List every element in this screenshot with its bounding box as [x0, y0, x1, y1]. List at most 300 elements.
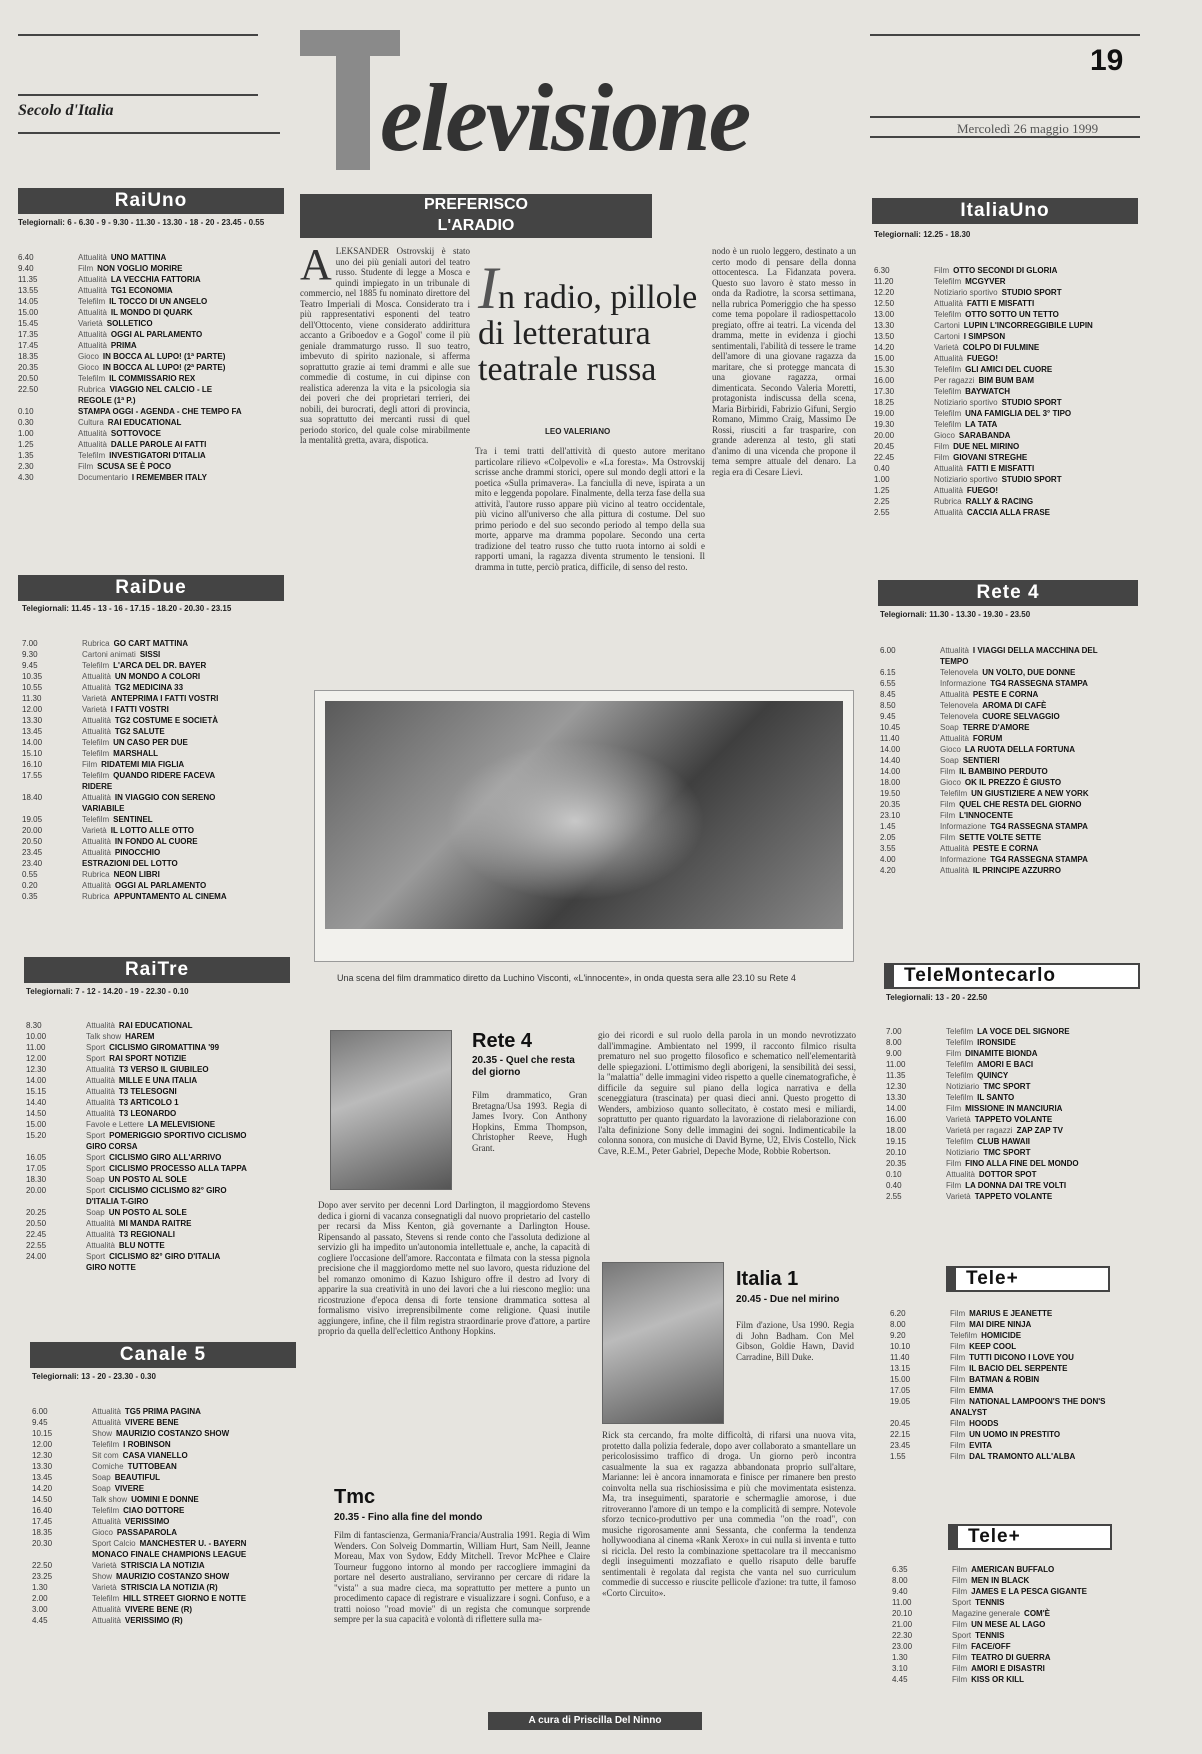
schedule-time: 23.45 [890, 1441, 911, 1450]
schedule-genre: Sport [86, 1164, 106, 1173]
schedule-genre: Per ragazzi [934, 376, 975, 385]
schedule-program: CICLISMO GIROMATTINA '99 [109, 1043, 220, 1052]
schedule-time: 4.00 [880, 855, 896, 864]
schedule-time: 23.25 [32, 1572, 53, 1581]
schedule-program: CICLISMO 82° GIRO D'ITALIA [109, 1252, 221, 1261]
schedule-row [18, 439, 284, 450]
schedule-time: 20.35 [880, 800, 901, 809]
schedule-genre: Attualità [92, 1605, 121, 1614]
schedule-row [22, 803, 284, 814]
schedule-row [874, 342, 1138, 353]
schedule-time: 12.30 [886, 1082, 907, 1091]
schedule-time: 12.00 [26, 1054, 47, 1063]
schedule-time: 14.00 [22, 738, 43, 747]
schedule-time: 2.55 [886, 1192, 902, 1201]
schedule-time: 20.35 [886, 1159, 907, 1168]
schedule-program: EMMA [969, 1386, 994, 1395]
schedule-time: 17.35 [18, 330, 39, 339]
schedule-program: DOTTOR SPOT [978, 1170, 1037, 1179]
schedule-program: IL PRINCIPE AZZURRO [972, 866, 1061, 875]
schedule-row [26, 1075, 290, 1086]
schedule-time: 17.45 [32, 1517, 53, 1526]
schedule-genre: Comiche [92, 1462, 124, 1471]
schedule-time: 8.50 [880, 701, 896, 710]
schedule-time: 11.30 [22, 694, 42, 703]
italiauno-schedule [874, 265, 1138, 518]
schedule-row [880, 755, 1138, 766]
schedule-program: UN MESE AL LAGO [971, 1620, 1046, 1629]
schedule-time: 22.55 [26, 1241, 47, 1250]
schedule-genre: Rubrica [82, 892, 110, 901]
schedule-row [26, 1141, 290, 1152]
schedule-program: RAI EDUCATIONAL [107, 418, 182, 427]
schedule-program: ANALYST [950, 1408, 988, 1417]
schedule-row [880, 766, 1138, 777]
schedule-genre: Telefilm [92, 1440, 120, 1449]
schedule-genre: Film [946, 1181, 962, 1190]
schedule-time: 2.05 [880, 833, 896, 842]
schedule-genre: Gioco [78, 363, 99, 372]
schedule-program: SCUSA SE È POCO [97, 462, 172, 471]
schedule-row [886, 1114, 1140, 1125]
schedule-program: T3 REGIONALI [118, 1230, 175, 1239]
schedule-program: TG5 PRIMA PAGINA [124, 1407, 201, 1416]
schedule-time: 2.00 [32, 1594, 48, 1603]
schedule-time: 23.45 [22, 848, 43, 857]
schedule-genre: Show [92, 1572, 113, 1581]
schedule-program: MAURIZIO COSTANZO SHOW [116, 1572, 230, 1581]
schedule-row [32, 1417, 296, 1428]
schedule-row [32, 1428, 296, 1439]
schedule-time: 15.20 [26, 1131, 47, 1140]
schedule-time: 18.30 [26, 1175, 47, 1184]
schedule-row [22, 748, 284, 759]
schedule-program: DINAMITE BIONDA [965, 1049, 1038, 1058]
schedule-row [32, 1615, 296, 1626]
schedule-genre: Attualità [92, 1517, 121, 1526]
schedule-row [22, 792, 284, 803]
schedule-time: 9.30 [22, 650, 38, 659]
schedule-time: 15.45 [18, 319, 39, 328]
schedule-time: 20.00 [874, 431, 895, 440]
schedule-time: 22.30 [892, 1631, 913, 1640]
schedule-program: STRISCIA LA NOTIZIA [120, 1561, 205, 1570]
schedule-time: 6.40 [18, 253, 34, 262]
schedule-time: 23.10 [880, 811, 901, 820]
schedule-row [22, 704, 284, 715]
schedule-genre: Attualità [78, 341, 107, 350]
schedule-program: FATTI E MISFATTI [966, 464, 1035, 473]
schedule-genre: Film [952, 1576, 968, 1585]
schedule-row [26, 1163, 290, 1174]
schedule-program: VERISSIMO [124, 1517, 170, 1526]
schedule-row [26, 1185, 290, 1196]
schedule-program: SISSI [139, 650, 161, 659]
schedule-row [880, 799, 1138, 810]
schedule-program: KEEP COOL [969, 1342, 1017, 1351]
schedule-row [18, 428, 284, 439]
schedule-row [32, 1494, 296, 1505]
schedule-time: 4.30 [18, 473, 34, 482]
schedule-program: MEN IN BLACK [971, 1576, 1030, 1585]
schedule-genre: Sport [86, 1054, 106, 1063]
schedule-time: 1.00 [874, 475, 890, 484]
schedule-program: KISS OR KILL [971, 1675, 1024, 1684]
raiuno-header: RaiUno [18, 188, 284, 214]
schedule-genre: Attualità [92, 1407, 121, 1416]
raiuno-schedule [18, 252, 284, 483]
schedule-time: 19.05 [22, 815, 43, 824]
schedule-row [892, 1586, 1140, 1597]
schedule-genre: Film [950, 1397, 966, 1406]
schedule-row [892, 1608, 1140, 1619]
schedule-genre: Varietà [82, 694, 107, 703]
schedule-genre: Attualità [940, 690, 969, 699]
schedule-genre: Attualità [82, 848, 111, 857]
review-rete4-continuation: gio dei ricordi e sul ruolo della parola in un mondo nevrotizzato dall'immagine. Ambientato nel 1999, il racconto filmico risulta prematuro nel suo progetto filosofico e schematico nell'elementarità delle spiegazioni. L'ottimismo degli aborigeni, la sensibilità dei sessi, la "malattia" delle immagini video rispetto a quelle cinematografiche, è difficile da seguire sul piano della logica narrativa e della sceneggiatura (trascinata) per quasi dieci anni. Questo progetto di Wenders, ambizioso quanto sollecitato, è costato mesi e miliardi, soprattutto per quanto riguardato la lavorazione di rielaborazione con l'alta definizione Sony delle immagini dei sogni. Indimenticabile la colonna sonora, con musiche di David Byrne, U2, Elvis Costello, Nick Cave, R.E.M., Peter Gabriel, Depeche Mode, Robbie Robertson. [598, 1030, 856, 1156]
italiauno-telegiornali: Telegiornali: 12.25 - 18.30 [874, 230, 971, 239]
schedule-row [32, 1406, 296, 1417]
schedule-row [880, 832, 1138, 843]
schedule-row [22, 671, 284, 682]
schedule-time: 6.15 [880, 668, 896, 677]
schedule-program: TERRE D'AMORE [962, 723, 1030, 732]
schedule-row [22, 825, 284, 836]
rete4-telegiornali: Telegiornali: 11.30 - 13.30 - 19.30 - 23.50 [880, 610, 1031, 619]
schedule-genre: Varietà [92, 1561, 117, 1570]
schedule-genre: Documentario [78, 473, 128, 482]
schedule-row [32, 1538, 296, 1549]
schedule-time: 12.20 [874, 288, 895, 297]
schedule-program: GO CART MATTINA [113, 639, 189, 648]
schedule-time: 18.40 [22, 793, 43, 802]
schedule-program: TEATRO DI GUERRA [971, 1653, 1051, 1662]
photo-frame [314, 690, 854, 962]
schedule-row [32, 1516, 296, 1527]
schedule-time: 12.00 [22, 705, 43, 714]
schedule-time: 11.00 [892, 1598, 912, 1607]
schedule-genre: Sport [86, 1153, 106, 1162]
schedule-program: STUDIO SPORT [1001, 475, 1062, 484]
schedule-time: 4.45 [32, 1616, 48, 1625]
feature-rubric-line2: L'ARADIO [437, 217, 515, 234]
schedule-time: 11.40 [890, 1353, 910, 1362]
schedule-genre: Telenovela [940, 701, 979, 710]
schedule-row [18, 263, 284, 274]
review-rete4-body: Dopo aver servito per decenni Lord Darlington, il maggiordomo Stevens dedica i giorni di vacanza consegnatigli dal nuovo proprietario del castello per recarsi da Miss Kenton, già governante a Darlington House. Ripensando al passato, Stevens si rende conto che l'assoluta dedizione al servizio gli ha impedito un'autonomia intellettuale e, anche, la capacità di cogliere l'occasione dell'amore. Raccontata e filmata con la stessa pignola precisione che il maggiordomo mette nel suo lavoro, questa riduzione del bel romanzo omonimo di Kazuo Ishiguro offre il destro ad Ivory di apparire la sua creatività in uno dei lavori che a lui riescono meglio: una ricostruzione d'epoca densa di forte tensione drammatica sottesa al formalismo visivo irreprensibilmente come religione. Quasi inutile aggiungere, infine, che il film registra straordinarie prove d'attore, a partire proprio da quella dell'eclettico Anthony Hopkins. [318, 1200, 590, 1336]
schedule-program: UN CASO PER DUE [113, 738, 188, 747]
raidue-telegiornali: Telegiornali: 11.45 - 13 - 16 - 17.15 - 18.20 - 20.30 - 23.15 [22, 604, 232, 613]
issue-date: Mercoledì 26 maggio 1999 [957, 121, 1099, 136]
schedule-row [18, 296, 284, 307]
schedule-program: TG2 MEDICINA 33 [114, 683, 184, 692]
schedule-genre: Film [950, 1364, 966, 1373]
schedule-program: INVESTIGATORI D'ITALIA [109, 451, 206, 460]
canale5-telegiornali: Telegiornali: 13 - 20 - 23.30 - 0.30 [32, 1372, 156, 1381]
schedule-program: STRISCIA LA NOTIZIA (R) [120, 1583, 218, 1592]
schedule-genre: Film [950, 1386, 966, 1395]
rete4-schedule [880, 645, 1138, 876]
schedule-row [18, 329, 284, 340]
schedule-program: APPUNTAMENTO AL CINEMA [113, 892, 227, 901]
schedule-time: 10.55 [22, 683, 43, 692]
schedule-genre: Telefilm [92, 1506, 120, 1515]
schedule-program: OGGI AL PARLAMENTO [110, 330, 203, 339]
schedule-row [22, 649, 284, 660]
schedule-program: AMORI E BACI [977, 1060, 1034, 1069]
schedule-program: STUDIO SPORT [1001, 288, 1062, 297]
schedule-genre: Attualità [934, 464, 963, 473]
schedule-genre: Film [950, 1419, 966, 1428]
schedule-row [892, 1564, 1140, 1575]
schedule-time: 11.00 [886, 1060, 906, 1069]
schedule-row [26, 1207, 290, 1218]
schedule-time: 14.00 [26, 1076, 47, 1085]
schedule-program: TAPPETO VOLANTE [974, 1115, 1053, 1124]
schedule-row [22, 660, 284, 671]
schedule-time: 6.00 [32, 1407, 48, 1416]
schedule-program: QUEL CHE RESTA DEL GIORNO [959, 800, 1082, 809]
schedule-genre: Film [952, 1642, 968, 1651]
schedule-genre: Film [946, 1104, 962, 1113]
schedule-genre: Varietà [82, 705, 107, 714]
schedule-time: 10.45 [880, 723, 901, 732]
schedule-time: 18.00 [880, 778, 901, 787]
schedule-program: IL COMMISSARIO REX [109, 374, 196, 383]
schedule-program: SETTE VOLTE SETTE [959, 833, 1042, 842]
schedule-row [18, 417, 284, 428]
schedule-program: CASA VIANELLO [122, 1451, 188, 1460]
schedule-row [18, 362, 284, 373]
schedule-row [32, 1439, 296, 1450]
schedule-program: PRIMA [110, 341, 137, 350]
review-italia1-channel: Italia 1 [736, 1268, 799, 1290]
schedule-row [26, 1174, 290, 1185]
schedule-program: QUINCY [977, 1071, 1009, 1080]
schedule-row [886, 1026, 1140, 1037]
schedule-program: PESTE E CORNA [972, 844, 1039, 853]
schedule-row [32, 1582, 296, 1593]
schedule-row [18, 461, 284, 472]
canale5-schedule [32, 1406, 296, 1626]
schedule-time: 22.50 [18, 385, 39, 394]
schedule-genre: Telefilm [78, 374, 106, 383]
schedule-row [22, 836, 284, 847]
schedule-time: 14.00 [880, 745, 901, 754]
schedule-genre: Sport [86, 1131, 106, 1140]
schedule-genre: Telefilm [934, 277, 962, 286]
schedule-row [22, 814, 284, 825]
schedule-program: I VIAGGI DELLA MACCHINA DEL [972, 646, 1098, 655]
schedule-genre: Telefilm [78, 451, 106, 460]
headline-text: n radio, pillole di letteratura teatrale russa [478, 279, 698, 388]
schedule-time: 19.00 [874, 409, 895, 418]
schedule-row [874, 507, 1138, 518]
schedule-row [890, 1385, 1140, 1396]
schedule-program: IL BACIO DEL SERPENTE [969, 1364, 1068, 1373]
schedule-time: 20.10 [892, 1609, 913, 1618]
schedule-program: EVITA [969, 1441, 993, 1450]
schedule-genre: Attualità [86, 1230, 115, 1239]
schedule-genre: Attualità [934, 354, 963, 363]
schedule-genre: Attualità [86, 1219, 115, 1228]
schedule-row [892, 1674, 1140, 1685]
schedule-program: PASSAPAROLA [116, 1528, 178, 1537]
schedule-genre: Telefilm [934, 409, 962, 418]
schedule-program: T3 ARTICOLO 1 [118, 1098, 179, 1107]
schedule-row [22, 693, 284, 704]
schedule-program: UOMINI E DONNE [131, 1495, 199, 1504]
schedule-program: TMC SPORT [983, 1148, 1031, 1157]
schedule-genre: Sport [952, 1631, 972, 1640]
schedule-genre: Attualità [82, 793, 111, 802]
schedule-time: 20.45 [890, 1419, 911, 1428]
schedule-row [880, 733, 1138, 744]
schedule-program: PINOCCHIO [114, 848, 161, 857]
feature-rubric-line1: PREFERISCO [423, 196, 528, 213]
schedule-time: 13.30 [22, 716, 43, 725]
schedule-genre: Attualità [940, 866, 969, 875]
schedule-genre: Film [940, 767, 956, 776]
page-number: 19 [1090, 44, 1124, 77]
schedule-genre: Notiziario sportivo [934, 475, 998, 484]
schedule-genre: Sport [86, 1252, 106, 1261]
schedule-genre: Cartoni animati [82, 650, 136, 659]
header-rule-right [870, 116, 1140, 118]
schedule-program: FACE/OFF [971, 1642, 1011, 1651]
schedule-genre: Attualità [92, 1616, 121, 1625]
schedule-genre: Film [952, 1653, 968, 1662]
schedule-genre: Talk show [92, 1495, 128, 1504]
schedule-row [26, 1196, 290, 1207]
schedule-genre: Sit com [92, 1451, 119, 1460]
raidue-schedule [22, 638, 284, 902]
schedule-program: COM'È [1024, 1609, 1050, 1618]
feature-byline: LEO VALERIANO [545, 427, 611, 436]
schedule-time: 1.00 [18, 429, 34, 438]
schedule-program: ESTRAZIONI DEL LOTTO [82, 859, 178, 868]
schedule-program: IN BOCCA AL LUPO! (1ª PARTE) [102, 352, 226, 361]
schedule-row [26, 1108, 290, 1119]
schedule-genre: Film [82, 760, 98, 769]
schedule-row [18, 340, 284, 351]
schedule-genre: Attualità [78, 330, 107, 339]
schedule-genre: Sport [86, 1043, 106, 1052]
schedule-program: TUTTI DICONO I LOVE YOU [969, 1353, 1074, 1362]
schedule-time: 22.50 [32, 1561, 53, 1570]
schedule-time: 11.20 [874, 277, 894, 286]
schedule-program: I ROBINSON [123, 1440, 171, 1449]
schedule-time: 20.50 [26, 1219, 47, 1228]
schedule-genre: Attualità [78, 286, 107, 295]
schedule-time: 16.05 [26, 1153, 47, 1162]
schedule-row [26, 1064, 290, 1075]
schedule-genre: Attualità [86, 1065, 115, 1074]
schedule-genre: Film [940, 833, 956, 842]
schedule-program: NON VOGLIO MORIRE [97, 264, 183, 273]
schedule-genre: Rubrica [82, 870, 110, 879]
schedule-program: LA RUOTA DELLA FORTUNA [964, 745, 1075, 754]
schedule-genre: Magazine generale [952, 1609, 1021, 1618]
review-rete4-cast: Film drammatico, Gran Bretagna/Usa 1993. Regia di James Ivory. Con Anthony Hopkins, Emma Thompson, Christopher Reeve, Hugh Grant. [472, 1090, 587, 1153]
schedule-genre: Film [950, 1375, 966, 1384]
schedule-time: 12.30 [26, 1065, 47, 1074]
schedule-genre: Soap [92, 1484, 111, 1493]
schedule-row [18, 373, 284, 384]
schedule-time: 17.45 [18, 341, 39, 350]
schedule-time: 10.15 [32, 1429, 53, 1438]
schedule-program: GIOVANI STREGHE [953, 453, 1028, 462]
schedule-row [18, 318, 284, 329]
schedule-row [880, 854, 1138, 865]
schedule-time: 16.10 [22, 760, 43, 769]
schedule-time: 20.30 [32, 1539, 53, 1548]
schedule-program: MI MANDA RAITRE [118, 1219, 192, 1228]
schedule-time: 13.30 [874, 321, 895, 330]
schedule-time: 13.45 [22, 727, 43, 736]
schedule-genre: Cartoni [934, 321, 960, 330]
schedule-program: MANCHESTER U. - BAYERN [139, 1539, 247, 1548]
schedule-program: CIAO DOTTORE [123, 1506, 185, 1515]
schedule-time: 6.00 [880, 646, 896, 655]
schedule-row [892, 1575, 1140, 1586]
schedule-row [890, 1429, 1140, 1440]
schedule-time: 9.40 [18, 264, 34, 273]
schedule-genre: Film [934, 266, 950, 275]
schedule-program: RALLY & RACING [965, 497, 1034, 506]
schedule-genre: Telefilm [934, 365, 962, 374]
schedule-row [880, 777, 1138, 788]
schedule-row [18, 406, 284, 417]
schedule-row [892, 1641, 1140, 1652]
schedule-row [32, 1505, 296, 1516]
schedule-genre: Notiziario [946, 1082, 980, 1091]
schedule-row [26, 1130, 290, 1141]
schedule-genre: Telefilm [946, 1060, 974, 1069]
schedule-row [18, 384, 284, 395]
schedule-time: 20.50 [22, 837, 43, 846]
schedule-time: 1.45 [880, 822, 896, 831]
tele-plus-1-header: Tele+ [946, 1266, 1110, 1292]
schedule-row [26, 1031, 290, 1042]
schedule-time: 21.00 [892, 1620, 913, 1629]
schedule-time: 23.00 [892, 1642, 913, 1651]
telemontecarlo-telegiornali: Telegiornali: 13 - 20 - 22.50 [886, 993, 988, 1002]
schedule-time: 13.55 [18, 286, 39, 295]
schedule-time: 12.50 [874, 299, 895, 308]
schedule-row [18, 450, 284, 461]
review-rete4-title: 20.35 - Quel che resta del giorno [472, 1055, 575, 1078]
schedule-row [880, 700, 1138, 711]
schedule-genre: Film [952, 1675, 968, 1684]
schedule-genre: Film [950, 1309, 966, 1318]
schedule-genre: Informazione [940, 822, 987, 831]
schedule-genre: Film [952, 1565, 968, 1574]
schedule-genre: Telefilm [82, 771, 110, 780]
schedule-time: 10.35 [22, 672, 43, 681]
schedule-time: 13.30 [32, 1462, 53, 1471]
review-tmc-channel: Tmc [334, 1486, 376, 1508]
schedule-program: VIVERE [114, 1484, 145, 1493]
schedule-genre: Film [940, 811, 956, 820]
schedule-genre: Varietà per ragazzi [946, 1126, 1013, 1135]
schedule-time: 9.45 [880, 712, 896, 721]
schedule-row [874, 408, 1138, 419]
schedule-row [880, 656, 1138, 667]
schedule-time: 23.40 [22, 859, 43, 868]
schedule-program: TENNIS [975, 1598, 1005, 1607]
schedule-row [32, 1604, 296, 1615]
